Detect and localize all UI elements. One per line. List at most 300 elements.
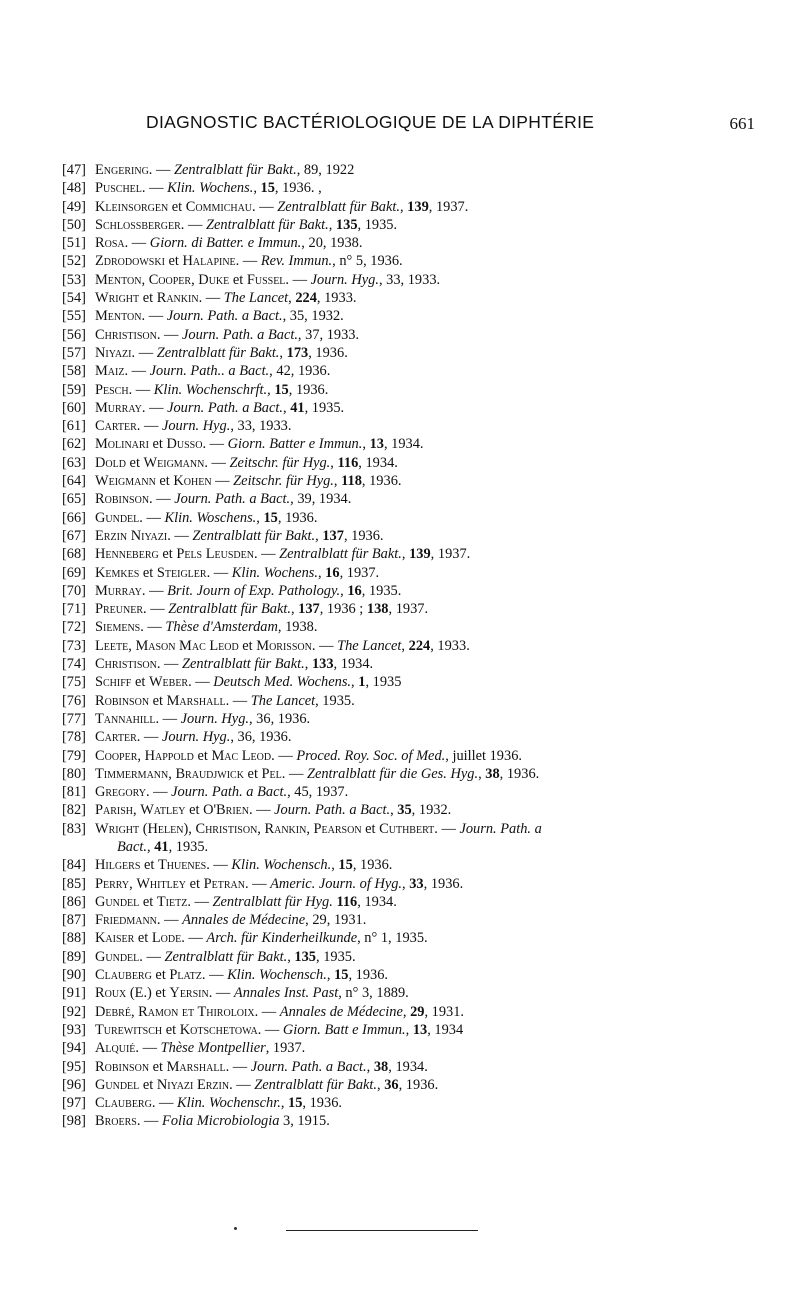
reference-segment: Timmermann [95, 765, 169, 782]
reference-segment: Niyazi [95, 344, 132, 361]
reference-segment: , [317, 564, 326, 581]
reference-segment: Braudjwick [175, 765, 244, 782]
reference-segment: Murray [95, 399, 142, 416]
reference-segment: Journ. Path. a Bact. [167, 399, 283, 416]
reference-entry [62, 1021, 782, 1039]
reference-segment: Annales Inst. Past [233, 985, 339, 1002]
reference-entry [62, 216, 782, 234]
reference-entry [62, 1112, 782, 1130]
reference-segment: Tannahill [95, 710, 156, 727]
reference-number: [98] [62, 1113, 86, 1130]
reference-number: [47] [62, 162, 86, 178]
reference-segment: Pel [261, 765, 282, 782]
reference-segment: Leete [95, 637, 129, 654]
reference-segment: Deutsch Med. Wochens. [213, 674, 352, 691]
reference-entry [62, 911, 782, 929]
reference-segment: . — [145, 784, 172, 801]
reference-segment: , 1936. [361, 473, 402, 490]
reference-segment: Duke [198, 271, 230, 288]
reference-segment: Klin. Wochens. [231, 564, 318, 581]
reference-number: [62] [62, 436, 86, 453]
reference-segment: Journ. Path. a [459, 820, 542, 837]
reference-segment: 38 [373, 1058, 389, 1075]
reference-segment: Molinari [95, 436, 149, 453]
reference-segment: , [401, 637, 409, 654]
reference-segment: Klin. Wochensch. [231, 857, 332, 874]
reference-segment: 16 [325, 564, 340, 581]
reference-segment: Lode [151, 930, 182, 947]
reference-segment: Journ. Hyg. [161, 418, 231, 435]
reference-segment: 41 [290, 399, 305, 416]
reference-segment: . — [136, 418, 162, 435]
reference-segment: , n° 3, 1889. [338, 985, 409, 1002]
reference-segment: . — [208, 985, 234, 1002]
reference-segment: , 1933. [430, 637, 470, 654]
reference-segment: Annales de Médecine [182, 912, 306, 929]
reference-number: [53] [62, 271, 86, 288]
reference-entry [62, 381, 782, 399]
reference-segment: . — [257, 1021, 283, 1038]
reference-segment: Folia Microbiologia [162, 1113, 280, 1130]
reference-segment: , 1936. [423, 875, 464, 892]
reference-segment: et [162, 1021, 180, 1038]
reference-entry [62, 673, 782, 691]
reference-number: [75] [62, 674, 86, 691]
reference-segment: Turewitsch [95, 1021, 163, 1038]
reference-number: [64] [62, 473, 86, 490]
reference-entry [62, 929, 782, 947]
reference-segment: . — [202, 436, 228, 453]
reference-entry [62, 362, 782, 380]
reference-segment: . — [188, 674, 214, 691]
reference-segment: Giorn. di Batter. e Immun. [149, 235, 302, 252]
reference-segment: Proced. Roy. Soc. of Med. [296, 747, 446, 764]
reference-segment: Klin. Woschens. [164, 509, 257, 526]
reference-number: [69] [62, 564, 86, 581]
reference-segment: , [304, 656, 312, 673]
reference-segment: , [253, 180, 261, 197]
reference-entry [62, 399, 782, 417]
reference-segment: 135 [335, 216, 358, 233]
reference-number: [67] [62, 527, 86, 544]
reference-segment: Thèse Montpellier [160, 1040, 266, 1057]
reference-segment: Cuthbert [379, 820, 435, 837]
reference-segment: Commichau [185, 198, 253, 215]
reference-number: [63] [62, 454, 86, 471]
reference-segment: Gregory [95, 784, 146, 801]
reference-segment: Carter [95, 729, 137, 746]
reference-segment: . — [156, 326, 183, 343]
reference-segment: . — [141, 582, 168, 599]
reference-segment: , 36, 1936. [248, 710, 311, 727]
reference-number: [82] [62, 802, 86, 819]
reference-segment: Puschel [95, 180, 142, 197]
reference-segment: Zentralblatt für Bakt. [192, 527, 316, 544]
reference-segment: , [366, 1058, 374, 1075]
reference-segment: , [401, 546, 410, 563]
reference-segment: Halapine [182, 253, 236, 270]
reference-segment: , [256, 509, 264, 526]
reference-segment: Marshall [166, 1058, 226, 1075]
reference-number: [97] [62, 1095, 86, 1112]
reference-segment: Steigler [156, 564, 207, 581]
reference-number: [56] [62, 326, 86, 343]
reference-segment: Pesch [95, 381, 129, 398]
reference-segment: Clauberg [95, 967, 152, 984]
reference-segment: , [288, 290, 296, 307]
reference-number: [77] [62, 710, 86, 727]
reference-number: [79] [62, 747, 86, 764]
reference-segment: , 1936. [352, 857, 393, 874]
reference-segment: , [362, 436, 370, 453]
reference-segment: et [238, 637, 257, 654]
reference-entry [62, 545, 782, 563]
reference-entry [62, 984, 782, 1002]
page-title: DIAGNOSTIC BACTÉRIOLOGIQUE DE LA DIPHTÉRIE [146, 112, 595, 132]
reference-number: [52] [62, 253, 86, 270]
reference-segment: , 1937. [430, 546, 471, 563]
reference-segment: , [168, 765, 176, 782]
reference-segment: Broers [95, 1113, 137, 1130]
reference-segment: Dusso [166, 436, 203, 453]
reference-segment: . — [252, 198, 278, 215]
reference-segment: , [188, 820, 196, 837]
reference-segment: Kleinsorgen [95, 198, 169, 215]
reference-segment: , 1935. [168, 838, 209, 855]
reference-segment: . — [271, 747, 297, 764]
reference-number: [96] [62, 1076, 86, 1093]
reference-segment: Platz [169, 967, 202, 984]
reference-segment: Weigmann [143, 454, 205, 471]
reference-segment: et [361, 820, 380, 837]
reference-segment: Rosa [95, 235, 125, 252]
reference-segment: , 1936. [308, 344, 348, 361]
reference-list [62, 161, 782, 1131]
reference-segment: Giorn. Batter e Immun. [227, 436, 363, 453]
reference-segment: Wright (Helen) [95, 820, 189, 837]
reference-segment: Whitley [136, 875, 187, 892]
reference-segment: Pels Leusden [176, 546, 254, 563]
reference-segment: Journ. Path. a Bact. [171, 784, 288, 801]
reference-segment: . — [131, 344, 157, 361]
reference-number: [90] [62, 967, 86, 984]
reference-segment: Giorn. Batt e Immun. [282, 1021, 406, 1038]
reference-entry [62, 801, 782, 819]
reference-segment: . — [148, 162, 174, 178]
reference-segment: , [331, 857, 339, 874]
reference-segment: Schiff [95, 674, 132, 691]
reference-segment: 224 [295, 290, 317, 307]
reference-segment: , [478, 765, 486, 782]
reference-segment: . — [156, 656, 183, 673]
reference-segment: et [131, 674, 149, 691]
reference-number: [61] [62, 418, 86, 435]
reference-segment: . — [141, 180, 168, 197]
reference-segment: . — [434, 820, 460, 837]
reference-segment: (E.) et [126, 985, 170, 1002]
reference-entry [62, 252, 782, 270]
reference-segment: , 1934. [333, 656, 374, 673]
reference-number: [66] [62, 509, 86, 526]
reference-entry [62, 582, 782, 600]
reference-segment: , 1936 ; [319, 601, 367, 618]
reference-number: [72] [62, 619, 86, 636]
reference-segment: Preuner [95, 601, 144, 618]
reference-segment: Zentralblatt für Bakt. [164, 948, 288, 965]
reference-segment: Zentralblatt für Bakt. [182, 656, 305, 673]
reference-segment: Zentralblatt für Bakt. [277, 198, 400, 215]
reference-segment: , 1937. [428, 198, 469, 215]
reference-segment: 224 [408, 637, 431, 654]
reference-segment: , [402, 1003, 411, 1020]
reference-segment: Mac Leod [211, 747, 272, 764]
reference-segment: et [139, 564, 157, 581]
reference-segment: et [139, 893, 157, 910]
reference-segment: . — [285, 271, 311, 288]
reference-segment: 139 [407, 198, 429, 215]
reference-segment: Christison [95, 656, 157, 673]
reference-segment: , 20, 1938. [301, 235, 363, 252]
reference-segment: , [146, 838, 155, 855]
reference-segment: , [306, 820, 314, 837]
reference-entry [62, 1003, 782, 1021]
reference-segment: Yersin [169, 985, 209, 1002]
reference-number: [88] [62, 930, 86, 947]
reference-segment: , n° 5, 1936. [332, 253, 403, 270]
reference-segment: , 37, 1933. [297, 326, 360, 343]
reference-number: [85] [62, 875, 86, 892]
reference-segment: Zeitschr. für Hyg. [233, 473, 334, 490]
reference-segment: Journ. Path. a Bact. [182, 326, 298, 343]
reference-segment: . — [181, 930, 207, 947]
reference-segment: . — [139, 948, 165, 965]
reference-segment: . — [206, 564, 232, 581]
reference-segment: O'Brien [203, 802, 249, 819]
reference-entry [62, 1094, 782, 1112]
reference-segment: 15 [288, 1095, 303, 1112]
reference-segment: Zeitschr. für Hyg. [229, 454, 331, 471]
reference-entry [62, 966, 782, 984]
reference-segment: 35 [397, 802, 412, 819]
reference-segment: , [377, 1076, 385, 1093]
reference-segment: Kohen [173, 473, 212, 490]
reference-segment: , 45, 1937. [287, 784, 349, 801]
reference-segment: , 1934. [357, 893, 397, 910]
reference-number: [68] [62, 546, 86, 563]
reference-segment: Journ. Hyg. [180, 710, 249, 727]
reference-segment: 41 [154, 838, 169, 855]
reference-segment: 15 [334, 967, 349, 984]
reference-segment: et [140, 857, 158, 874]
reference-segment: 3, 1915. [279, 1113, 330, 1130]
reference-segment: . — [167, 527, 193, 544]
reference-segment: , [267, 381, 275, 398]
reference-segment: Tietz [156, 893, 188, 910]
reference-segment: Zentralblatt für Bakt. [279, 546, 402, 563]
reference-segment: Robinson [95, 491, 150, 508]
reference-segment: , 29, 1931. [305, 912, 367, 929]
reference-segment: , [257, 820, 265, 837]
reference-segment: 138 [366, 601, 389, 618]
reference-segment: , [405, 1021, 413, 1038]
reference-entry [62, 179, 782, 197]
reference-segment: Maiz [95, 363, 125, 380]
reference-entry [62, 710, 782, 728]
reference-segment: Menton [95, 271, 142, 288]
running-header [0, 112, 800, 142]
reference-segment: . — [139, 509, 165, 526]
reference-segment: 13 [412, 1021, 428, 1038]
reference-number: [80] [62, 765, 86, 782]
reference-segment: , [128, 637, 136, 654]
reference-segment: Journ. Path.. a Bact. [149, 363, 270, 380]
reference-number: [55] [62, 308, 86, 325]
reference-segment: Annales de Médecine [279, 1003, 403, 1020]
reference-segment: . — [141, 399, 168, 416]
reference-number: [57] [62, 344, 86, 361]
reference-segment: Happold [144, 747, 194, 764]
reference-number: [84] [62, 857, 86, 874]
reference-number: [48] [62, 180, 86, 197]
reference-segment: 116 [336, 893, 358, 910]
reference-segment: Journ. Path. a Bact. [174, 491, 291, 508]
reference-segment: Dold [95, 454, 126, 471]
reference-segment: Weber [148, 674, 189, 691]
reference-segment: 137 [322, 527, 344, 544]
reference-entry [62, 875, 782, 893]
reference-entry [62, 564, 782, 582]
reference-entry [62, 637, 782, 655]
reference-segment: . — [128, 381, 154, 398]
reference-segment: , 1936. [277, 509, 318, 526]
reference-segment: , [399, 198, 408, 215]
reference-segment: . — [225, 1058, 251, 1075]
reference-segment: Thèse d'Amsterdam [165, 619, 278, 636]
reference-entry [62, 527, 782, 545]
reference-segment: Engering [95, 162, 149, 178]
reference-number: [92] [62, 1003, 86, 1020]
reference-segment: . — [156, 912, 183, 929]
reference-segment: Mason Mac Leod [135, 637, 239, 654]
reference-entry [62, 618, 782, 636]
reference-entry [62, 1076, 782, 1094]
reference-segment: Menton [95, 308, 142, 325]
reference-number: [95] [62, 1058, 86, 1075]
reference-segment: The Lancet [337, 637, 402, 654]
reference-segment: Gundel [95, 509, 140, 526]
reference-segment: Erzin Niyazi [95, 527, 168, 544]
reference-entry [62, 948, 782, 966]
reference-segment: Zdrodowski [95, 253, 165, 270]
reference-segment: , juillet 1936. [445, 747, 522, 764]
reference-entry [62, 490, 782, 508]
reference-segment: et [134, 930, 152, 947]
reference-segment: 15 [338, 857, 353, 874]
reference-number: [70] [62, 582, 86, 599]
reference-segment: 173 [286, 344, 309, 361]
reference-entry [62, 783, 782, 801]
reference-segment: , [326, 967, 335, 984]
reference-entry [62, 234, 782, 252]
reference-segment: Wright [95, 290, 140, 307]
reference-segment: , [290, 601, 299, 618]
reference-segment: Hilgers [95, 857, 141, 874]
reference-entry [62, 198, 782, 216]
reference-number: [50] [62, 216, 86, 233]
reference-segment: Journ. Path. a Bact. [274, 802, 391, 819]
reference-segment: et [151, 967, 170, 984]
reference-segment: et [155, 473, 174, 490]
reference-segment: et [185, 802, 204, 819]
reference-segment: 135 [294, 948, 316, 965]
reference-segment: Klin. Wochens. [167, 180, 254, 197]
reference-segment: et [139, 1076, 157, 1093]
reference-segment: 13 [369, 436, 384, 453]
reference-segment: Zentralblatt für Hyg. [212, 893, 333, 910]
reference-segment: Journ. Path. a Bact. [250, 1058, 367, 1075]
reference-segment: , 36, 1936. [230, 729, 292, 746]
reference-number: [71] [62, 601, 86, 618]
reference-segment: Klin. Wochenschr. [177, 1095, 281, 1112]
reference-segment: . — [248, 802, 275, 819]
reference-number: [51] [62, 235, 86, 252]
reference-segment: . — [244, 875, 271, 892]
reference-segment: . — [225, 692, 251, 709]
reference-segment: , 1931. [424, 1003, 465, 1020]
reference-segment: Cooper [148, 271, 192, 288]
reference-segment: , 35, 1932. [282, 308, 344, 325]
reference-segment: , 33, 1933. [378, 271, 441, 288]
reference-segment: Zentralblatt für Bakt. [156, 344, 280, 361]
reference-segment: Americ. Journ. of Hyg. [270, 875, 403, 892]
reference-segment: et [139, 290, 157, 307]
reference-segment: . — [140, 619, 166, 636]
reference-segment: , [328, 216, 336, 233]
reference-segment: et [158, 546, 177, 563]
reference-segment: , 1934. [388, 1058, 428, 1075]
reference-segment: Debré [95, 1003, 131, 1020]
reference-segment: 15 [274, 381, 289, 398]
reference-segment: et [229, 271, 247, 288]
reference-segment: Siemens [95, 619, 141, 636]
reference-segment: Gundel [95, 1076, 140, 1093]
reference-segment: Robinson [95, 1058, 150, 1075]
reference-segment: Zentralblatt für Bakt. [173, 162, 297, 178]
reference-segment: , [280, 1095, 289, 1112]
reference-segment: , 1936. [398, 1076, 439, 1093]
reference-number: [91] [62, 985, 86, 1002]
reference-segment: et [148, 436, 167, 453]
reference-segment: . — [206, 857, 232, 874]
reference-segment: Weigmann [95, 473, 156, 490]
reference-segment: , [282, 399, 291, 416]
reference-segment: , 1937. [339, 564, 380, 581]
reference-segment: , [129, 875, 137, 892]
reference-segment: Kemkes [95, 564, 140, 581]
reference-segment: , [402, 875, 410, 892]
reference-entry [62, 472, 782, 490]
reference-segment: , [340, 582, 348, 599]
reference-segment: et [243, 765, 262, 782]
reference-segment: , [330, 454, 338, 471]
reference-segment: . — [311, 637, 338, 654]
reference-segment: The Lancet [250, 692, 316, 709]
reference-segment: , 1935. [357, 216, 398, 233]
footer-mark [234, 1227, 237, 1230]
reference-segment: 16 [347, 582, 362, 599]
reference-segment: , [390, 802, 398, 819]
reference-segment: . — [124, 235, 150, 252]
